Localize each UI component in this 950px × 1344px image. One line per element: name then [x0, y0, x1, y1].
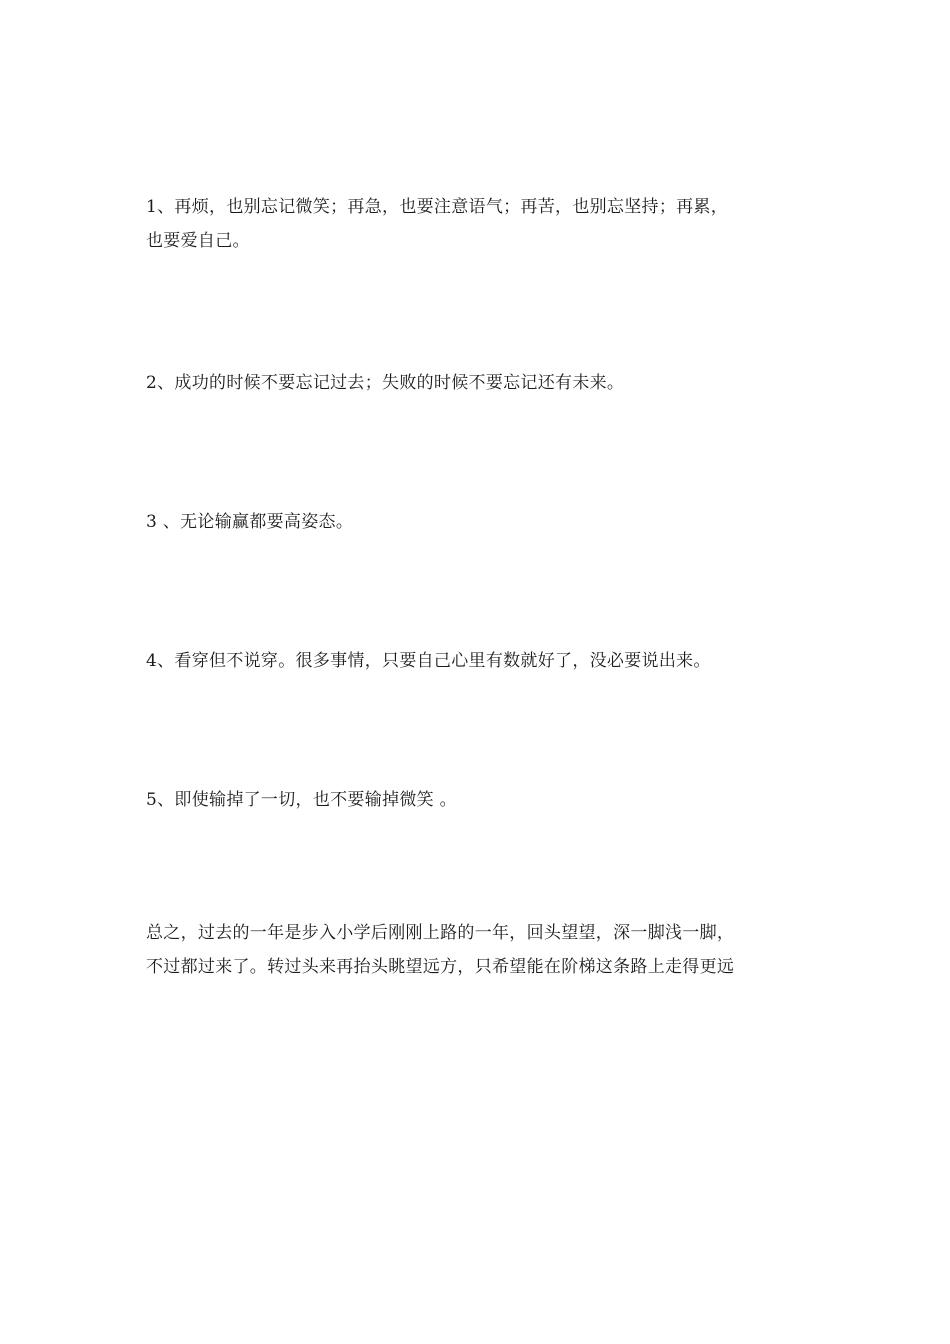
- paragraph-line: 5、即使输掉了一切，也不要输掉微笑 。: [146, 790, 457, 810]
- paragraph-line: 不过都过来了。转过头来再抬头眺望远方，只希望能在阶梯这条路上走得更远: [146, 957, 735, 977]
- paragraph-line: 也要爱自己。: [146, 231, 250, 251]
- paragraph-5: [146, 783, 806, 817]
- paragraph-line: 1、再烦，也别忘记微笑；再急，也要注意语气；再苦，也别忘坚持；再累，: [146, 197, 729, 217]
- paragraph-line: 总之，过去的一年是步入小学后刚刚上路的一年，回头望望，深一脚浅一脚，: [146, 923, 735, 943]
- paragraph-line: 4、看穿但不说穿。很多事情，只要自己心里有数就好了，没必要说出来。: [146, 651, 711, 671]
- paragraph-line: 3 、无论输赢都要高姿态。: [146, 512, 354, 532]
- paragraph-3: [146, 505, 806, 539]
- paragraph-1: [146, 190, 806, 258]
- paragraph-2: [146, 366, 806, 400]
- paragraph-4: [146, 644, 806, 678]
- paragraph-line: 2、成功的时候不要忘记过去；失败的时候不要忘记还有未来。: [146, 373, 625, 393]
- paragraph-summary: [146, 916, 806, 984]
